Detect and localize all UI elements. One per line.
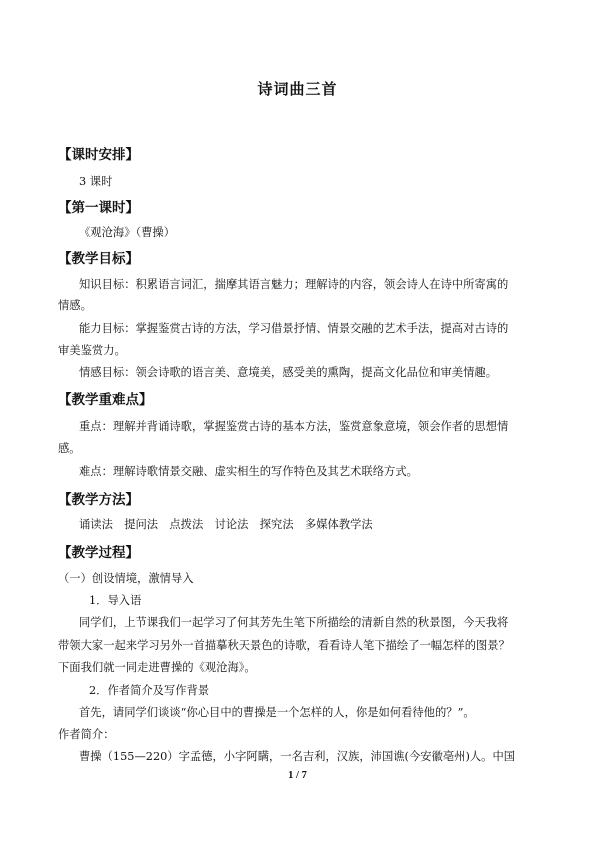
heading-first-lesson: 【第一课时】 bbox=[58, 200, 139, 216]
key-points-line-1: 重点：理解并背诵诗歌，掌握鉴赏古诗的基本方法，鉴赏意象意境，领会作者的思想情 bbox=[79, 420, 509, 433]
key-points-line-2: 感。 bbox=[58, 442, 81, 455]
methods-text: 诵读法 提问法 点拨法 讨论法 探究法 多媒体教学法 bbox=[79, 518, 373, 531]
process-line-7: 首先，请同学们谈谈“你心目中的曹操是一个怎样的人，你是如何看待他的？”。 bbox=[79, 706, 475, 719]
goals-line-3: 能力目标：掌握鉴赏古诗的方法，学习借景抒情、情景交融的艺术手法，提高对古诗的 bbox=[79, 322, 509, 335]
heading-methods: 【教学方法】 bbox=[58, 492, 139, 508]
goals-line-4: 审美鉴赏力。 bbox=[58, 344, 126, 357]
goals-line-5: 情感目标：领会诗歌的语言美、意境美，感受美的熏陶，提高文化品位和审美情趣。 bbox=[79, 366, 497, 379]
process-line-8: 作者简介： bbox=[58, 728, 115, 741]
process-line-9: 曹操（155—220）字孟德，小字阿瞒，一名吉利，汉族，沛国谯(今安徽亳州)人。中国 bbox=[79, 750, 516, 763]
heading-goals: 【教学目标】 bbox=[58, 251, 139, 267]
goals-line-2: 情感。 bbox=[58, 299, 92, 312]
process-line-4: 带领大家一起来学习另外一首描摹秋天景色的诗歌，看看诗人笔下描绘了一幅怎样的图景？ bbox=[58, 639, 510, 652]
process-line-3: 同学们，上节课我们一起学习了何其芳先生笔下所描绘的清新自然的秋景图，今天我将 bbox=[79, 616, 509, 629]
process-line-1: （一）创设情境，激情导入 bbox=[58, 572, 194, 585]
heading-process: 【教学过程】 bbox=[58, 545, 139, 561]
process-line-2: 1．导入语 bbox=[89, 594, 142, 607]
key-points-line-3: 难点：理解诗歌情景交融、虚实相生的写作特色及其艺术联络方式。 bbox=[79, 465, 418, 478]
heading-key-points: 【教学重难点】 bbox=[58, 392, 153, 408]
first-lesson-text: 《观沧海》（曹操） bbox=[79, 226, 176, 239]
page-number: 1 / 7 bbox=[288, 770, 307, 781]
heading-schedule: 【课时安排】 bbox=[58, 147, 139, 163]
process-line-6: 2．作者简介及写作背景 bbox=[89, 684, 210, 697]
process-line-5: 下面我们就一同走进曹操的《观沧海》。 bbox=[58, 661, 256, 674]
page-title: 诗词曲三首 bbox=[257, 80, 338, 98]
schedule-text: 3 课时 bbox=[79, 175, 113, 188]
goals-line-1: 知识目标：积累语言词汇，揣摩其语言魅力；理解诗的内容，领会诗人在诗中所寄寓的 bbox=[79, 278, 509, 291]
